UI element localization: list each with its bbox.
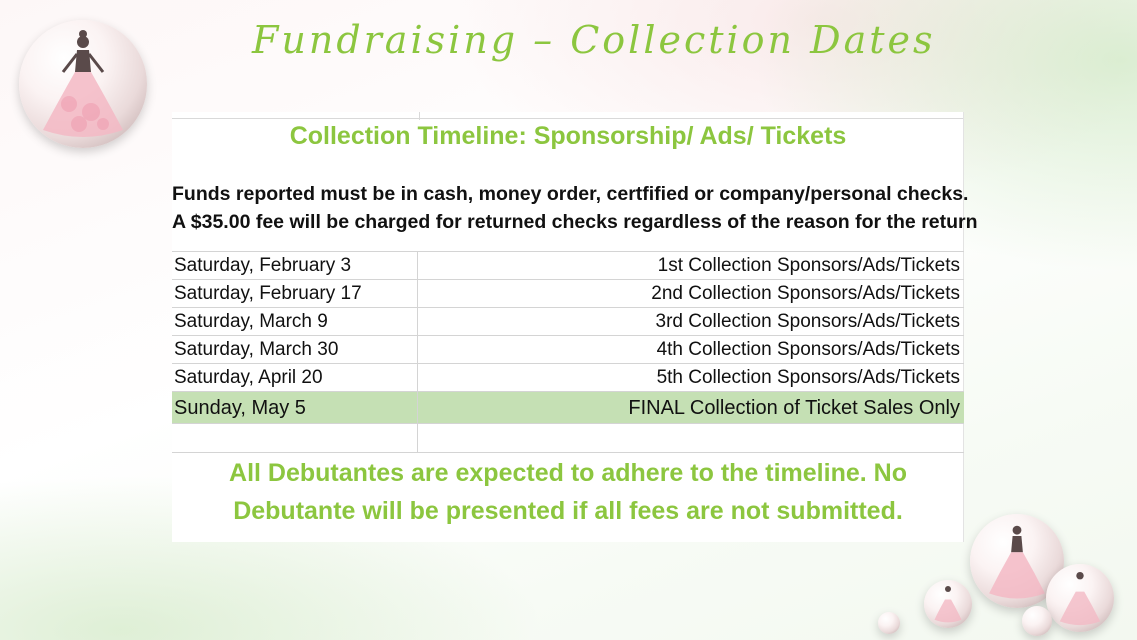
event-cell: 4th Collection Sponsors/Ads/Tickets <box>656 339 960 360</box>
pearl-decoration <box>878 612 900 634</box>
table-heading: Collection Timeline: Sponsorship/ Ads/ Tickets <box>289 122 847 150</box>
table-row <box>172 336 964 364</box>
pearl-decoration <box>1022 606 1052 636</box>
table-row <box>172 364 964 392</box>
timeline-notice-line: Debutante will be presented if all fees are not submitted. <box>233 497 903 525</box>
table-row-final <box>172 392 964 424</box>
event-cell: FINAL Collection of Ticket Sales Only <box>628 397 960 419</box>
empty-cell <box>418 424 964 452</box>
collection-table <box>172 251 964 453</box>
table-row <box>172 252 964 280</box>
debutante-pearl-icon <box>924 580 972 628</box>
divider <box>172 118 964 119</box>
event-cell: 3rd Collection Sponsors/Ads/Tickets <box>655 311 960 332</box>
date-cell: Saturday, April 20 <box>172 364 418 391</box>
event-cell: 5th Collection Sponsors/Ads/Tickets <box>656 367 960 388</box>
date-cell: Sunday, May 5 <box>172 392 418 423</box>
date-cell: Saturday, February 17 <box>172 280 418 307</box>
debutante-pearl-icon <box>19 20 147 148</box>
returned-check-note: A $35.00 fee will be charged for returned checks regardless of the reason for the return <box>172 211 978 233</box>
event-cell: 1st Collection Sponsors/Ads/Tickets <box>657 255 960 276</box>
table-row <box>172 280 964 308</box>
slide-title: Fundraising – Collection Dates <box>252 18 936 62</box>
date-cell: Saturday, March 30 <box>172 336 418 363</box>
timeline-notice <box>172 454 964 530</box>
table-row <box>172 308 964 336</box>
debutante-pearl-icon <box>1046 564 1114 632</box>
timeline-notice-line: All Debutantes are expected to adhere to the timeline. No <box>229 459 907 487</box>
date-cell: Saturday, March 9 <box>172 308 418 335</box>
table-row-empty <box>172 424 964 453</box>
payment-note: Funds reported must be in cash, money order, certfified or company/personal checks. <box>172 183 969 205</box>
event-cell: 2nd Collection Sponsors/Ads/Tickets <box>651 283 960 304</box>
empty-cell <box>172 424 418 452</box>
date-cell: Saturday, February 3 <box>172 252 418 279</box>
